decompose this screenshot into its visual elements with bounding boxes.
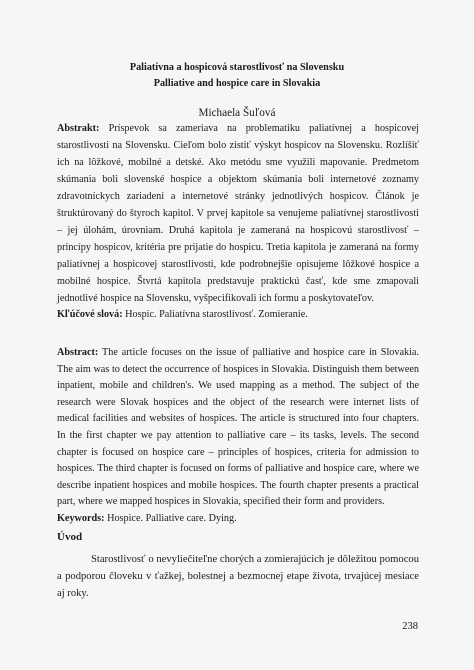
- abstract-english: [57, 345, 419, 528]
- keywords-slovak-label: Kľúčové slová:: [57, 309, 123, 321]
- title-slovak: Paliatívna a hospicová starostlivosť na Slovensku: [129, 62, 345, 73]
- page-number: 238: [402, 621, 418, 632]
- abstract-slovak-text: Príspevok sa zameriava na problematiku paliatívnej a hospicovej starostlivosti na Slovensku. Cieľom bolo zistiť výskyt hospicov na Slovensku. Rozlíšiť ich na lôžkové, mobilné a detské. Ako metódu sme využili mapovanie. Predmetom skúmania boli slovenské hospice a objektom skúmania boli internetové zoznamy zdravotníckych zariadení a internetové stránky jednotlivých hospicov. Článok je štruktúrovaný do štyroch kapitol. V prvej kapitole sa venujeme paliatívnej starostlivosti – jej úlohám, úrovniam. Druhá kapitola je zameraná na hospicovú starostlivosť – princípy hospicov, kritéria pre prijatie do hospicu. Tretia kapitola je zameraná na formy paliatívnej a hospicovej starostlivosti, kde podrobnejšie opisujeme lôžkové hospice a mobilné hospice. Štvrtá kapitola predstavuje praktickú časť, kde sme zmapovali jednotlivé hospice na Slovensku, vyšpecifikovali ich formu a poskytovateľov.: [57, 123, 419, 304]
- keywords-english-text: Hospice. Palliative care. Dying.: [107, 512, 237, 524]
- section-heading: Úvod: [57, 531, 83, 543]
- keywords-slovak-text: Hospic. Paliatívna starostlivosť. Zomieranie.: [125, 309, 308, 321]
- title-english: Palliative and hospice care in Slovakia: [153, 78, 321, 89]
- abstract-english-text: The article focuses on the issue of palliative and hospice care in Slovakia. The aim was to detect the occurrence of hospices in Slovakia. Distinguish them between inpatient, mobile and children's. We used mapping as a method. The subject of the research were Slovak hospices and the object of the research were internet lists of medical facilities and websites of hospices. The article is structured into four chapters. In the first chapter we pay attention to palliative care – its tasks, levels. The second chapter is focused on hospice care – principles of hospices, criteria for admission to hospices. The third chapter is focused on forms of palliative and hospice care, where we describe inpatient hospices and mobile hospices. The fourth chapter presents a practical part, where we mapped hospices in Slovakia, specified their form and providers.: [57, 347, 419, 508]
- intro-paragraph: Starostlivosť o nevyliečiteľne chorých a zomierajúcich je dôležitou pomocou a podporou človeku v ťažkej, bolestnej a bezmocnej etape života, trvajúcej mesiace aj roky.: [57, 554, 419, 599]
- abstract-english-label: Abstract:: [57, 347, 99, 358]
- abstract-slovak: [57, 121, 419, 324]
- abstract-slovak-label: Abstrakt:: [57, 123, 100, 134]
- keywords-english-label: Keywords:: [57, 512, 105, 524]
- author-name: Michaela Šuľová: [198, 107, 276, 119]
